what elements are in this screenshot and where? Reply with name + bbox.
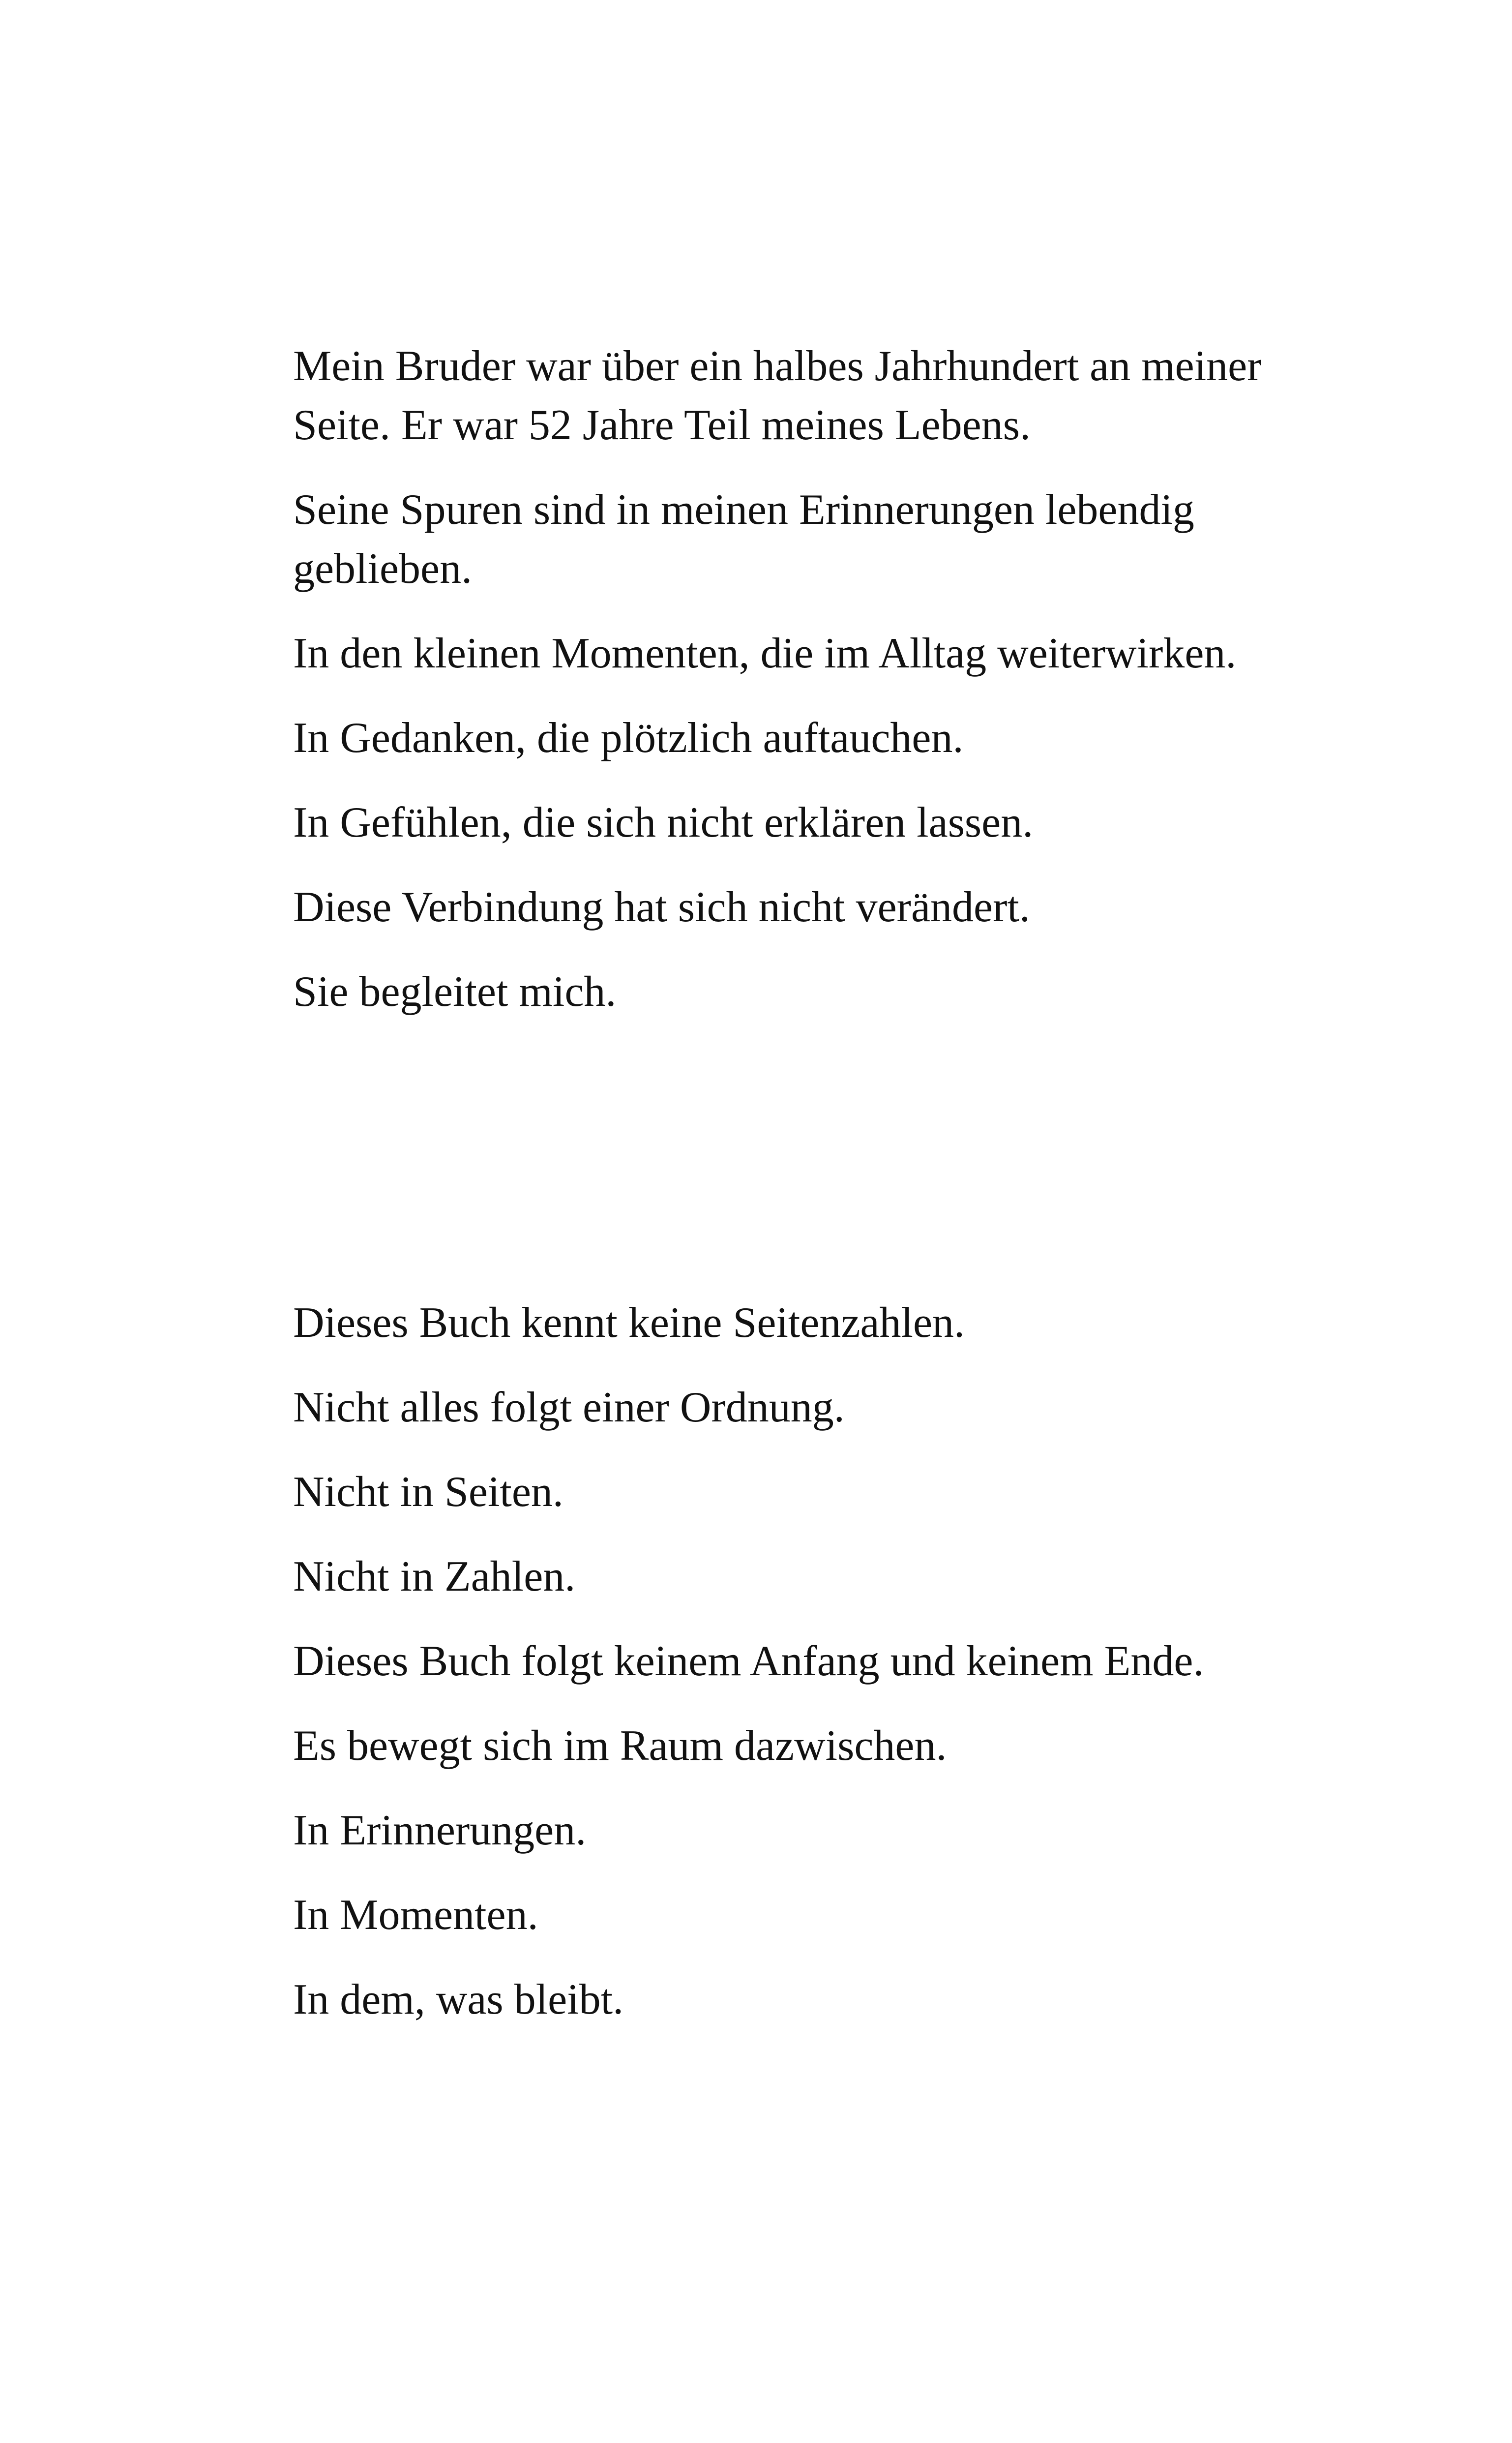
text-section-book bbox=[293, 1294, 1316, 2055]
paragraph: Mein Bruder war über ein halbes Jahrhundert an meiner Seite. Er war 52 Jahre Teil meines Lebens. bbox=[293, 342, 1262, 449]
paragraph: In Gefühlen, die sich nicht erklären lassen. bbox=[293, 799, 1034, 846]
paragraph: Sie begleitet mich. bbox=[293, 968, 617, 1016]
paragraph: Es bewegt sich im Raum dazwischen. bbox=[293, 1722, 947, 1770]
paragraph: In Erinnerungen. bbox=[293, 1807, 587, 1854]
paragraph: Seine Spuren sind in meinen Erinnerungen lebendig geblieben. bbox=[293, 486, 1194, 593]
paragraph: Dieses Buch kennt keine Seitenzahlen. bbox=[293, 1299, 965, 1347]
paragraph: Dieses Buch folgt keinem Anfang und keinem Ende. bbox=[293, 1637, 1204, 1685]
paragraph: Nicht alles folgt einer Ordnung. bbox=[293, 1384, 845, 1431]
paragraph: In den kleinen Momenten, die im Alltag weiterwirken. bbox=[293, 630, 1237, 677]
paragraph: Nicht in Zahlen. bbox=[293, 1553, 576, 1600]
paragraph: Diese Verbindung hat sich nicht verändert. bbox=[293, 883, 1030, 931]
paragraph: In Momenten. bbox=[293, 1891, 538, 1939]
paragraph: In dem, was bleibt. bbox=[293, 1976, 624, 2023]
paragraph: In Gedanken, die plötzlich auftauchen. bbox=[293, 714, 964, 762]
text-section-brother bbox=[293, 337, 1316, 1047]
paragraph: Nicht in Seiten. bbox=[293, 1468, 563, 1516]
